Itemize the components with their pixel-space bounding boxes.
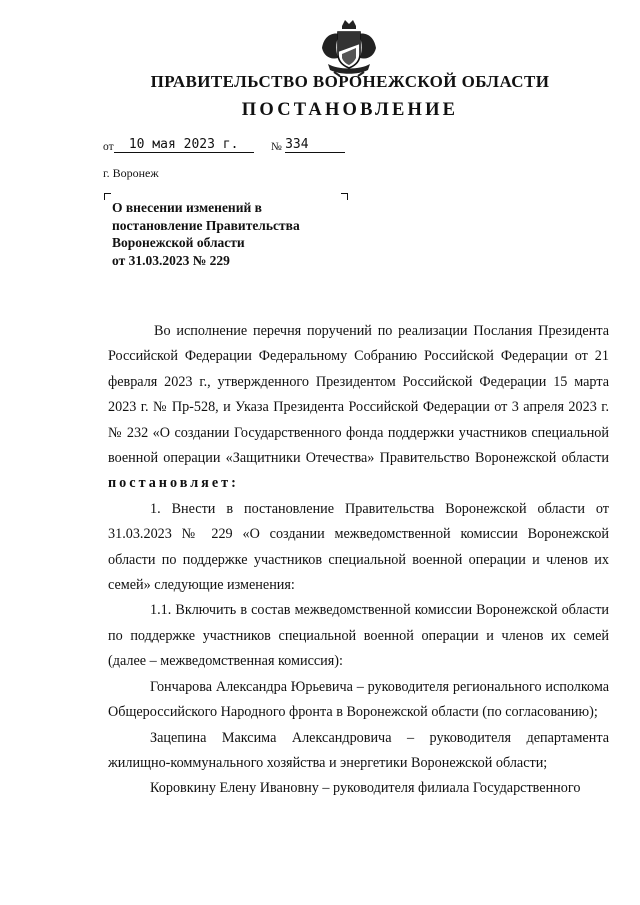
body-paragraph: 1.1. Включить в состав межведомственной комиссии Воронежской области по поддержке участников специальной военной операции и членов их семей (далее – межведомственная комиссия): bbox=[108, 602, 609, 670]
body-paragraph bbox=[108, 319, 609, 497]
coat-of-arms-icon bbox=[318, 18, 380, 78]
subject-line: от 31.03.2023 № 229 bbox=[112, 252, 230, 268]
document-subject bbox=[112, 199, 342, 269]
city: г. Воронеж bbox=[103, 166, 159, 180]
body-paragraph: Зацепина Максима Александровича – руководителя департамента жилищно-коммунального хозяйства и энергетики Воронежской области; bbox=[108, 729, 609, 771]
subject-line: Воронежской области bbox=[112, 235, 245, 250]
body-paragraph: Коровкину Елену Ивановну – руководителя филиала Государственного bbox=[150, 780, 581, 797]
number-label: № bbox=[270, 141, 282, 153]
document-date: 10 мая 2023 г. bbox=[114, 137, 254, 153]
preamble-text: Во исполнение перечня поручений по реализации Послания Президента Российской Федерации Федеральному Собранию Российской Федерации от 21 февраля 2023 г., утвержденного Президентом Российской Федерации 15 марта 2023 г. № Пр-528, и Указа Президента Российской Федерации от 3 апреля 2023 г. № 232 «О создании Государственного фонда поддержки участников специальной военной операции «Защитники Отечества» Правительство Воронежской области bbox=[108, 323, 609, 467]
body-paragraph: Гончарова Александра Юрьевича – руководителя регионального исполкома Общероссийского Народного фронта в Воронежской области (по согласованию); bbox=[108, 678, 609, 721]
document-body bbox=[108, 319, 609, 802]
from-label: от bbox=[103, 141, 114, 153]
organization-title: ПРАВИТЕЛЬСТВО ВОРОНЕЖСКОЙ ОБЛАСТИ bbox=[150, 72, 550, 91]
document-number: 334 bbox=[285, 137, 345, 153]
document-type-title: ПОСТАНОВЛЕНИЕ bbox=[241, 100, 459, 120]
decree-word: постановляет: bbox=[108, 475, 239, 492]
subject-corner-left bbox=[104, 193, 111, 200]
subject-corner-right bbox=[341, 193, 348, 200]
date-number-line bbox=[103, 136, 345, 153]
subject-line: О внесении изменений в bbox=[112, 200, 262, 215]
body-paragraph: 1. Внести в постановление Правительства Воронежской области от 31.03.2023 № 229 «О создании межведомственной комиссии Воронежской области по поддержке участников специальной военной операции и членов их семей» следующие изменения: bbox=[108, 500, 609, 594]
subject-line: постановление Правительства bbox=[112, 217, 300, 233]
